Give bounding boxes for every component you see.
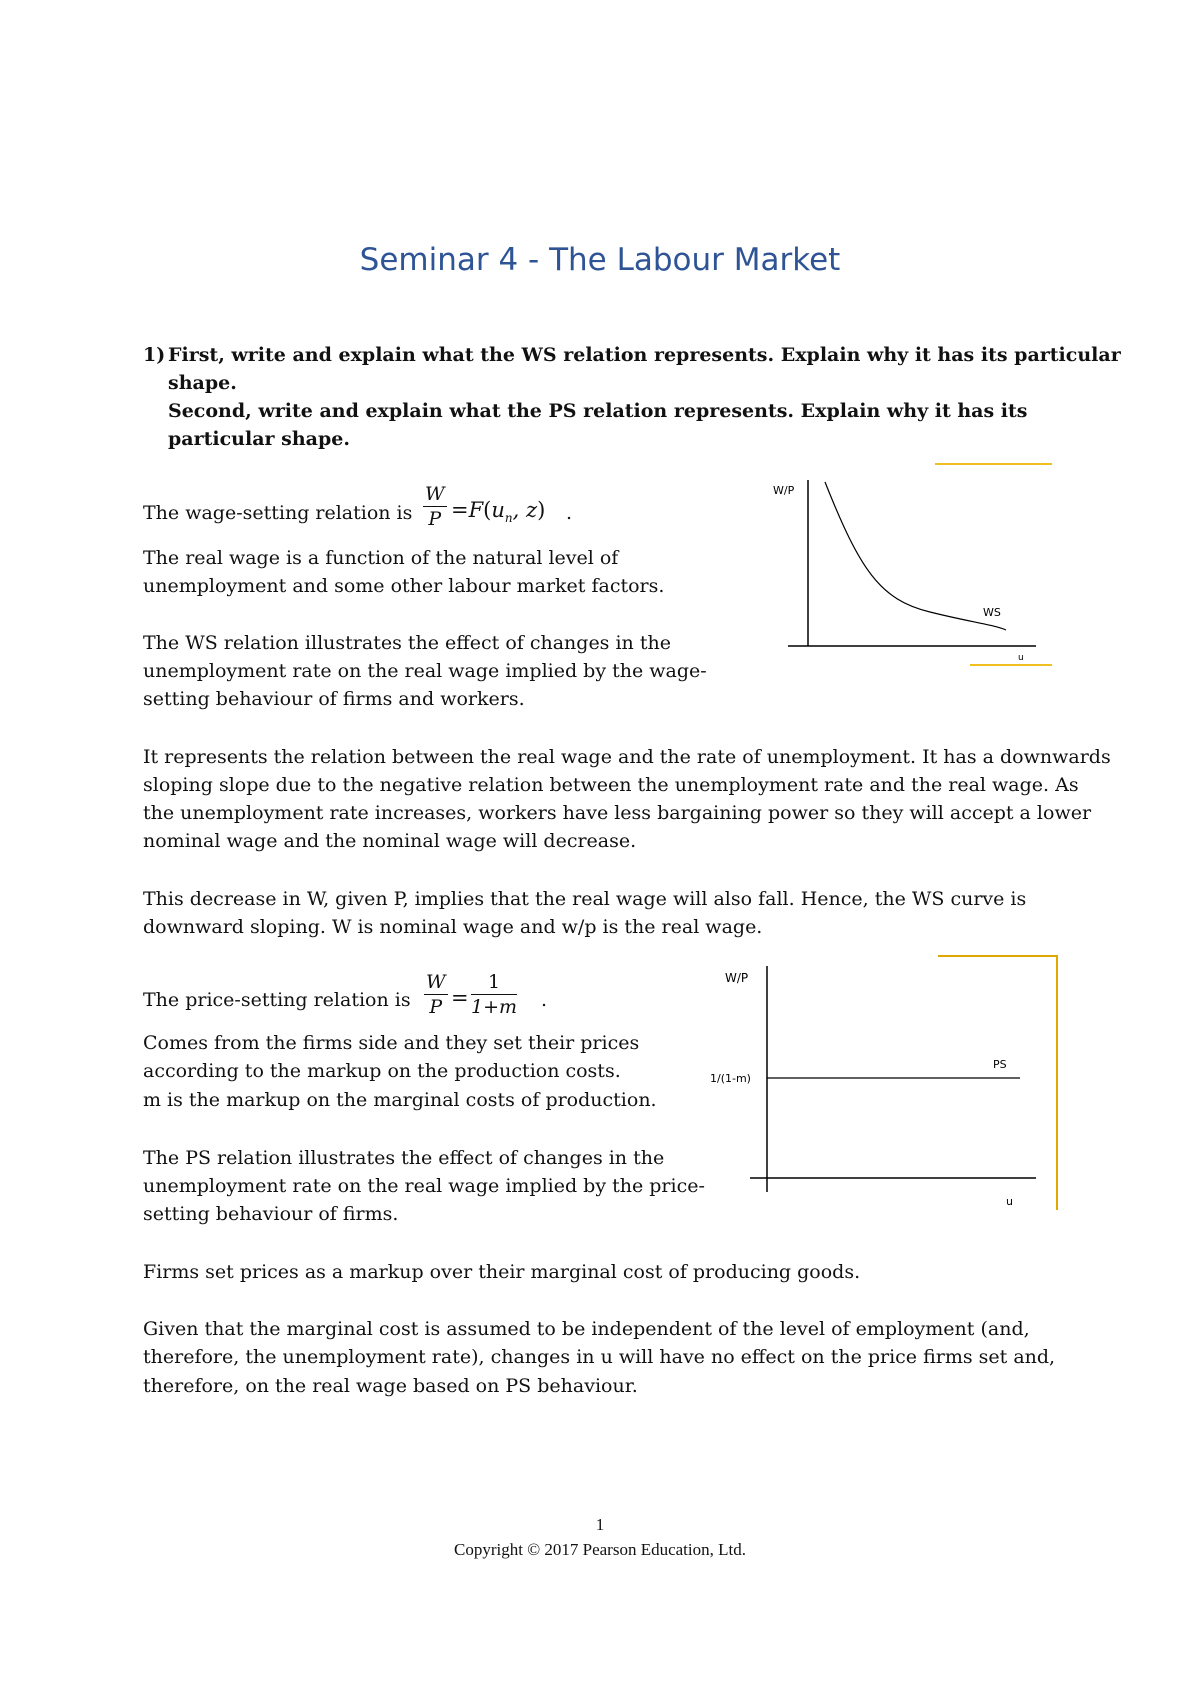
ps-figure <box>700 950 1065 1215</box>
ps-para2-line3: setting behaviour of firms. <box>143 1203 399 1225</box>
ws-eq-numerator: W <box>425 483 445 505</box>
ws-para3-line4: nominal wage and the nominal wage will decrease. <box>143 830 637 852</box>
ws-x-label: u <box>1018 653 1024 663</box>
ps-eq-rhs-denominator: 1+m <box>471 996 518 1018</box>
ps-y-label: W/P <box>725 971 749 985</box>
ws-para1-line2: unemployment and some other labour market factors. <box>143 575 665 597</box>
ps-para1-line2: according to the markup on the production costs. <box>143 1060 621 1082</box>
ws-eq-rhs: $=F(u_n$, z) <box>451 498 546 526</box>
question-number: 1) <box>143 344 166 366</box>
question-line-1: First, write and explain what the WS relation represents. Explain why it has its particular <box>168 344 1121 366</box>
ws-para3-line2: sloping slope due to the negative relation between the unemployment rate and the real wage. As <box>143 774 1079 796</box>
ps-eq-fraction-left <box>424 970 448 1019</box>
ws-para3-line1: It represents the relation between the real wage and the rate of unemployment. It has a downwards <box>143 746 1111 768</box>
ps-eq-fraction-right <box>471 970 517 1019</box>
question-line-2: shape. <box>168 372 237 394</box>
copyright: Copyright © 2017 Pearson Education, Ltd. <box>454 1540 746 1559</box>
ws-para2-line1: The WS relation illustrates the effect of changes in the <box>143 632 671 654</box>
ps-eq-numerator: W <box>426 971 446 993</box>
question-line-4: particular shape. <box>168 428 350 450</box>
ps-eq-denominator: P <box>429 996 443 1018</box>
ps-para2-line2: unemployment rate on the real wage implied by the price- <box>143 1175 705 1197</box>
ps-eq-end: . <box>541 989 548 1011</box>
ws-para2-line3: setting behaviour of firms and workers. <box>143 688 525 710</box>
ws-eq-denominator: P <box>428 508 442 530</box>
ps-para3-line1: Firms set prices as a markup over their marginal cost of producing goods. <box>143 1261 861 1283</box>
ps-eq-equals: = <box>451 986 469 1010</box>
ps-para1-line1: Comes from the firms side and they set their prices <box>143 1032 640 1054</box>
ws-eq-z: , z <box>512 498 538 522</box>
page-number: 1 <box>595 1515 605 1534</box>
ps-x-label: u <box>1006 1195 1013 1208</box>
ps-eq-rhs-numerator: 1 <box>471 970 517 995</box>
ws-curve <box>825 482 1006 630</box>
ws-eq-subscript: n <box>504 511 513 526</box>
ps-curve-label: PS <box>993 1058 1007 1071</box>
ws-para4-line1: This decrease in W, given P, implies that the real wage will also fall. Hence, the WS curve is <box>143 888 1027 910</box>
ws-para1-line1: The real wage is a function of the natural level of <box>143 547 619 569</box>
page-title: Seminar 4 - The Labour Market <box>359 242 841 278</box>
ws-eq-end: . <box>566 502 573 524</box>
ps-para1-line3: m is the markup on the marginal costs of production. <box>143 1089 657 1111</box>
ws-intro: The wage-setting relation is <box>143 502 413 524</box>
ws-eq-rhs-prefix: =F <box>451 498 484 522</box>
ws-figure <box>773 460 1060 670</box>
ws-eq-fraction <box>423 482 447 531</box>
question-line-3: Second, write and explain what the PS relation represents. Explain why it has its <box>168 400 1028 422</box>
ps-intro: The price-setting relation is <box>143 989 411 1011</box>
ps-para2-line1: The PS relation illustrates the effect of changes in the <box>143 1147 665 1169</box>
ws-para4-line2: downward sloping. W is nominal wage and w/p is the real wage. <box>143 916 763 938</box>
ps-para4-line2: therefore, the unemployment rate), changes in u will have no effect on the price firms set and, <box>143 1346 1056 1368</box>
ws-para3-line3: the unemployment rate increases, workers have less bargaining power so they will accept a lower <box>143 802 1092 824</box>
ws-para2-line2: unemployment rate on the real wage implied by the wage- <box>143 660 707 682</box>
ps-para4-line1: Given that the marginal cost is assumed to be independent of the level of employment (and, <box>143 1318 1030 1340</box>
ws-eq-u: u <box>491 498 505 522</box>
ps-para4-line3: therefore, on the real wage based on PS behaviour. <box>143 1375 638 1397</box>
ws-y-label: W/P <box>773 484 795 497</box>
ps-level-label: 1/(1-m) <box>710 1072 751 1085</box>
ws-curve-label: WS <box>983 606 1001 619</box>
